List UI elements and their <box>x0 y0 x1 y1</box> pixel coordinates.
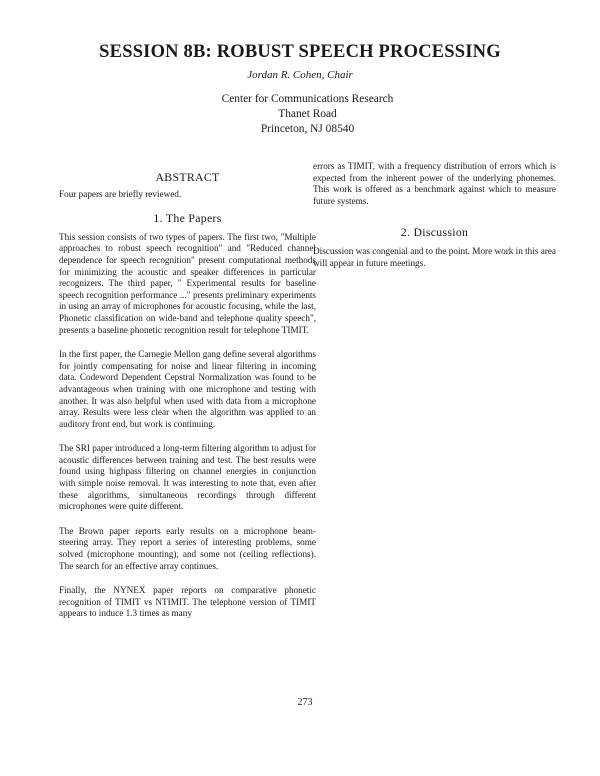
section-2-heading: 2. Discussion <box>400 225 469 240</box>
session-chair: Jordan R. Cohen, Chair <box>247 69 353 81</box>
page-number: 273 <box>297 697 313 708</box>
affiliation-line: Thanet Road <box>278 108 337 120</box>
paragraph-continuation: errors as TIMIT, with a frequency distribution of errors which is expected from the inherent power of the underlying phonemes. This work is offered as a benchmark against which to measure future systems. <box>313 161 556 206</box>
paragraph: This session consists of two types of papers. The first two, "Multiple approaches to robust speech recognition" and "Reduced channel dependence for speech recognition" present computational methods for minimizing the acoustic and speaker differences in particular recognizers. The third paper, " Experimental results for baseline speech recognition performance ..." presents preliminary experiments in using an array of microphones for acoustic focusing, while the last, Phonetic classification on wide-band and telephone quality speech", presents a baseline phonetic recognition result for telephone TIMIT. <box>59 231 316 335</box>
session-title: SESSION 8B: ROBUST SPEECH PROCESSING <box>99 42 501 62</box>
affiliation-block <box>0 92 600 137</box>
paragraph: The SRI paper introduced a long-term filtering algorithm to adjust for acoustic differences between training and test. The best results were found using highpass filtering on channel energies in conjunction with simple noise removal. It was interesting to note that, even after these algorithms, simultaneous recordings through different microphones were quite different. <box>59 443 316 512</box>
left-column <box>59 172 316 633</box>
abstract-heading: ABSTRACT <box>155 170 220 184</box>
affiliation-line: Princeton, NJ 08540 <box>260 123 355 135</box>
right-column <box>313 161 556 282</box>
paragraph: Finally, the NYNEX paper reports on comparative phonetic recognition of TIMIT vs NTIMIT. The telephone version of TIMIT appears to induce 1.3 times as many <box>59 585 316 619</box>
discussion-text: Discussion was congenial and to the point. More work in this area will appear in future meetings. <box>313 245 556 268</box>
abstract-text: Four papers are briefly reviewed. <box>59 188 182 199</box>
section-1-heading: 1. The Papers <box>153 211 222 226</box>
paragraph: The Brown paper reports early results on a microphone beam-steering array. They report a series of interesting problems, some solved (microphone mounting), and some not (ceiling reflections). The search for an effective array continues. <box>59 525 316 571</box>
affiliation-line: Center for Communications Research <box>221 93 394 105</box>
paragraph: In the first paper, the Carnegie Mellon gang define several algorithms for jointly compensating for noise and linear filtering in incoming data. Codeword Dependent Cepstral Normalization was found to be advantageous when training with one microphone and testing with another. It was also helpful when used with data from a microphone array. Results were less clear when the algorithm was applied to an auditory front end, but work is continuing. <box>59 349 316 429</box>
